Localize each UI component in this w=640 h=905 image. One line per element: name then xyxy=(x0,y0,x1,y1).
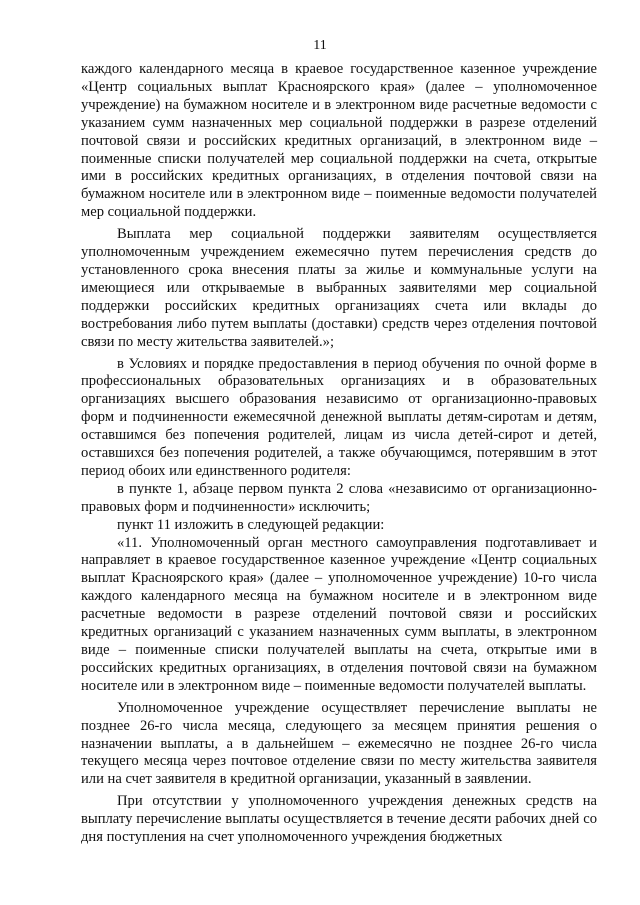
paragraph-conditions: в Условиях и порядке предоставления в период обучения по очной форме в профессиональных образовательных организациях и в образовательных организациях высшего образования независимо от организационно-правовых форм и подчиненности ежемесячной денежной выплаты детям-сиротам и детям, оставшимся без попечения родителей, лицам из числа детей-сирот и детей, оставшихся без попечения родителей, а также обучающимся, потерявшим в этот период обоих или единственного родителя: xyxy=(81,355,597,479)
document-body xyxy=(81,61,597,847)
paragraph-no-funds: При отсутствии у уполномоченного учреждения денежных средств на выплату перечисление выплаты осуществляется в течение десяти рабочих дней со дня поступления на счет уполномоченного учреждения бюджетных xyxy=(81,793,597,846)
paragraph-point-11: «11. Уполномоченный орган местного самоуправления подготавливает и направляет в краевое государственное казенное учреждение «Центр социальных выплат Красноярского края» (далее – уполномоченное учреждение) 10-го числа каждого календарного месяца на бумажном носителе и в электронном виде расчетные ведомости в разрезе отделений почтовой связи и российских кредитных организаций с указанием назначенных сумм выплаты, в электронном виде – поименные списки получателей выплаты на счета, открытые ими в российских кредитных организациях, в отделения почтовой связи на бумажном носителе или в электронном виде – поименные ведомости получателей выплаты. xyxy=(81,534,597,694)
paragraph-point-1: в пункте 1, абзаце первом пункта 2 слова «независимо от организационно-правовых форм и подчиненности» исключить; xyxy=(81,480,597,515)
paragraph-continuation: каждого календарного месяца в краевое государственное казенное учреждение «Центр социальных выплат Красноярского края» (далее – уполномоченное учреждение) на бумажном носителе и в электронном виде расчетные ведомости с указанием сумм назначенных мер социальной поддержки в разрезе отделений почтовой связи и российских кредитных организаций, в электронном виде – поименные списки получателей мер социальной поддержки на счета, открытые ими в российских кредитных организациях, в отделения почтовой связи на бумажном носителе или в электронном виде – поименные ведомости получателей мер социальной поддержки. xyxy=(81,61,597,221)
paragraph-transfer-deadline: Уполномоченное учреждение осуществляет перечисление выплаты не позднее 26-го числа месяца, следующего за месяцем принятия решения о назначении выплаты, а в дальнейшем – ежемесячно не позднее 26-го числа текущего месяца через почтовое отделение связи по месту жительства заявителя или на счет заявителя в кредитной организации, указанный в заявлении. xyxy=(81,699,597,788)
paragraph-payment-measures: Выплата мер социальной поддержки заявителям осуществляется уполномоченным учреждением ежемесячно путем перечисления средств до установленного срока внесения платы за жилье и коммунальные услуги на имеющиеся или открываемые в выбранных заявителями мер социальной поддержки российских кредитных организациях счета или вклады до востребования либо путем выплаты (доставки) средств через отделения почтовой связи по месту жительства заявителей.»; xyxy=(81,226,597,350)
paragraph-point-11-intro: пункт 11 изложить в следующей редакции: xyxy=(117,516,385,533)
page-number: 11 xyxy=(313,38,327,53)
